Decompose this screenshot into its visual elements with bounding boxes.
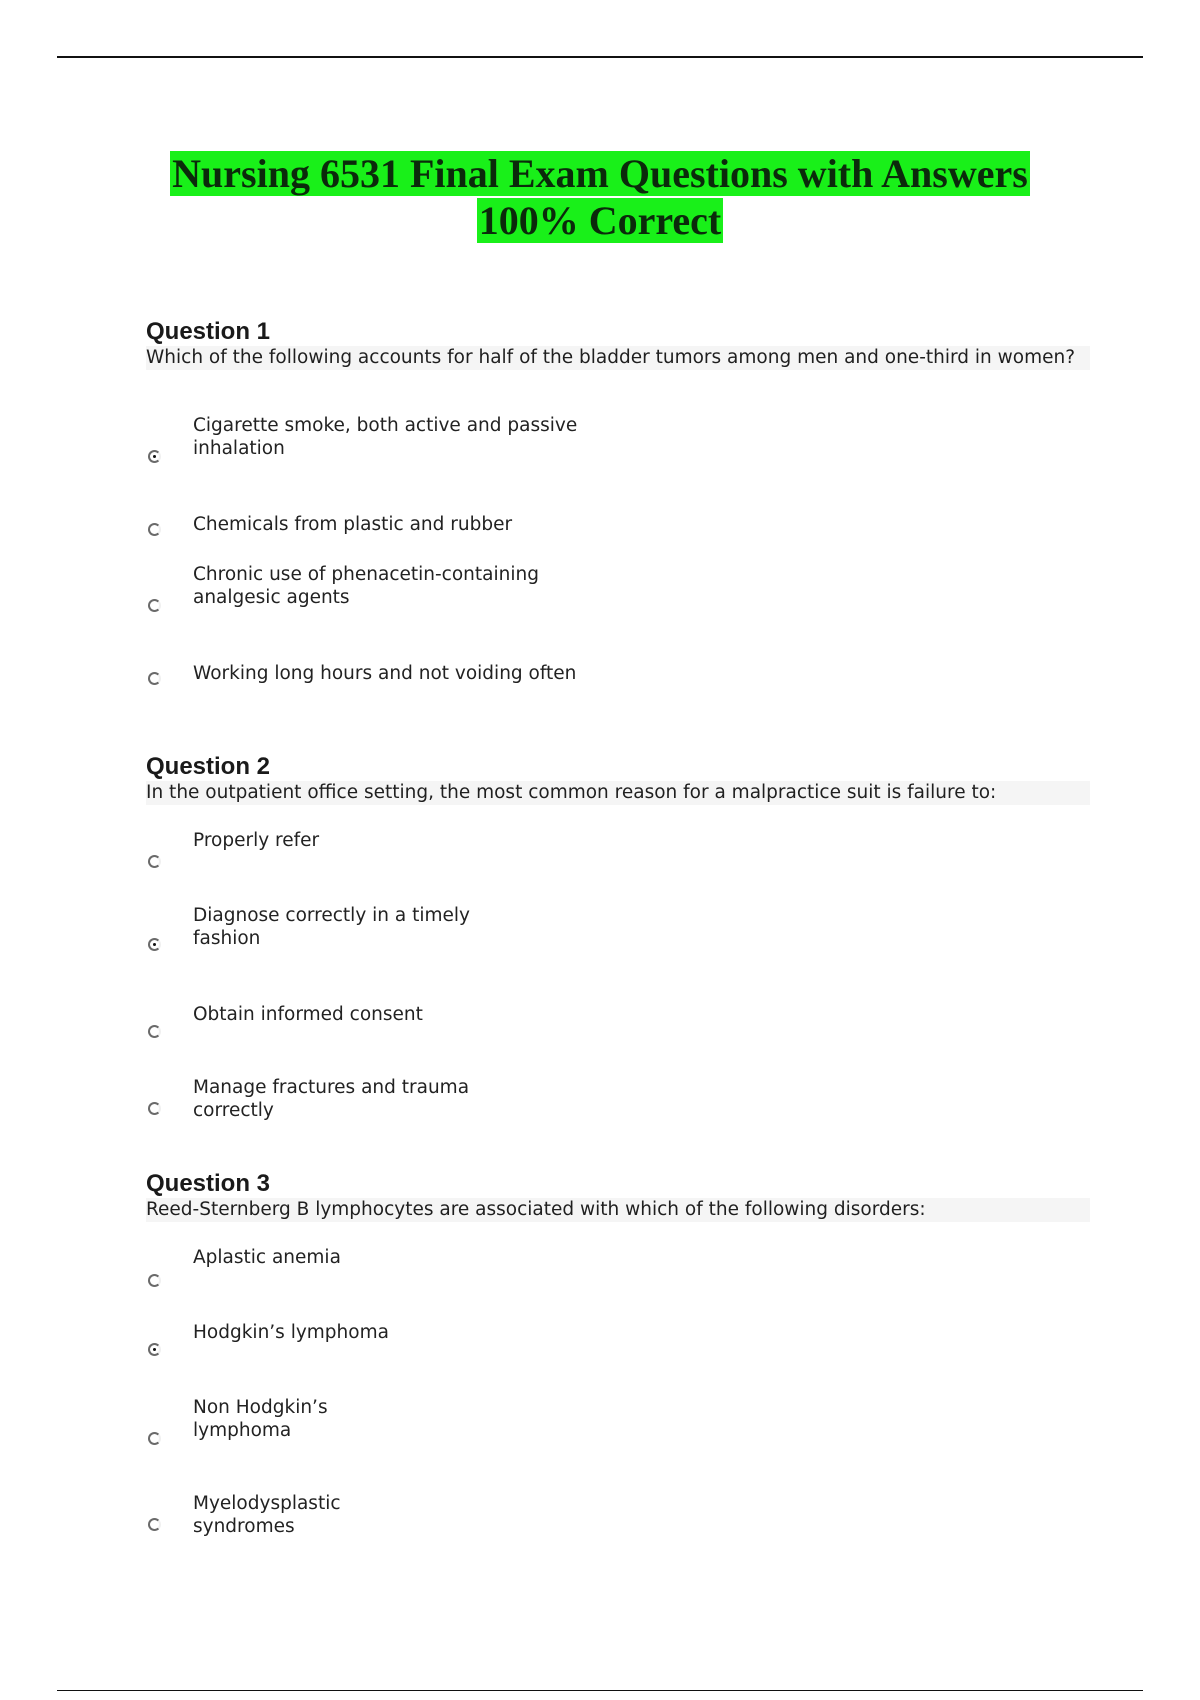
radio-icon[interactable] (148, 1274, 161, 1287)
radio-selected-icon[interactable] (148, 450, 161, 463)
option-label: Hodgkin’s lymphoma (193, 1322, 389, 1343)
option-label: Cigarette smoke, both active and passive inhalation (193, 415, 578, 459)
question-text: Which of the following accounts for half of the bladder tumors among men and one-third in women? (146, 346, 1090, 370)
option-label: Non Hodgkin’s lymphoma (193, 1397, 328, 1441)
question-1 (146, 318, 1090, 684)
question-3 (146, 1170, 1090, 1537)
title-line-2: 100% Correct (478, 198, 722, 243)
radio-icon[interactable] (148, 855, 161, 868)
question-heading: Question 3 (146, 1170, 271, 1197)
question-text: Reed-Sternberg B lymphocytes are associated with which of the following disorders: (146, 1198, 1090, 1222)
top-rule (57, 56, 1143, 58)
option-label: Myelodysplastic syndromes (193, 1493, 341, 1537)
option-label: Manage fractures and trauma correctly (193, 1077, 470, 1121)
bottom-rule (57, 1690, 1143, 1691)
radio-icon[interactable] (148, 1102, 161, 1115)
option-label: Working long hours and not voiding often (193, 663, 577, 684)
radio-icon[interactable] (148, 672, 161, 685)
title-line-1: Nursing 6531 Final Exam Questions with Answers (172, 151, 1028, 196)
radio-icon[interactable] (148, 1025, 161, 1038)
question-heading: Question 1 (146, 318, 271, 345)
document-title (0, 150, 1200, 244)
question-heading: Question 2 (146, 753, 271, 780)
radio-icon[interactable] (148, 599, 161, 612)
question-2 (146, 753, 1090, 1121)
radio-icon[interactable] (148, 1518, 161, 1531)
option-label: Diagnose correctly in a timely fashion (193, 905, 471, 949)
question-text: In the outpatient office setting, the most common reason for a malpractice suit is failure to: (146, 781, 1090, 805)
radio-icon[interactable] (148, 523, 161, 536)
option-label: Properly refer (193, 830, 320, 851)
option-label: Chronic use of phenacetin-containing analgesic agents (193, 564, 539, 608)
radio-icon[interactable] (148, 1432, 161, 1445)
radio-selected-icon[interactable] (148, 938, 161, 951)
option-label: Obtain informed consent (193, 1004, 423, 1025)
option-label: Chemicals from plastic and rubber (193, 514, 513, 535)
radio-selected-icon[interactable] (148, 1343, 161, 1356)
option-label: Aplastic anemia (193, 1247, 341, 1268)
